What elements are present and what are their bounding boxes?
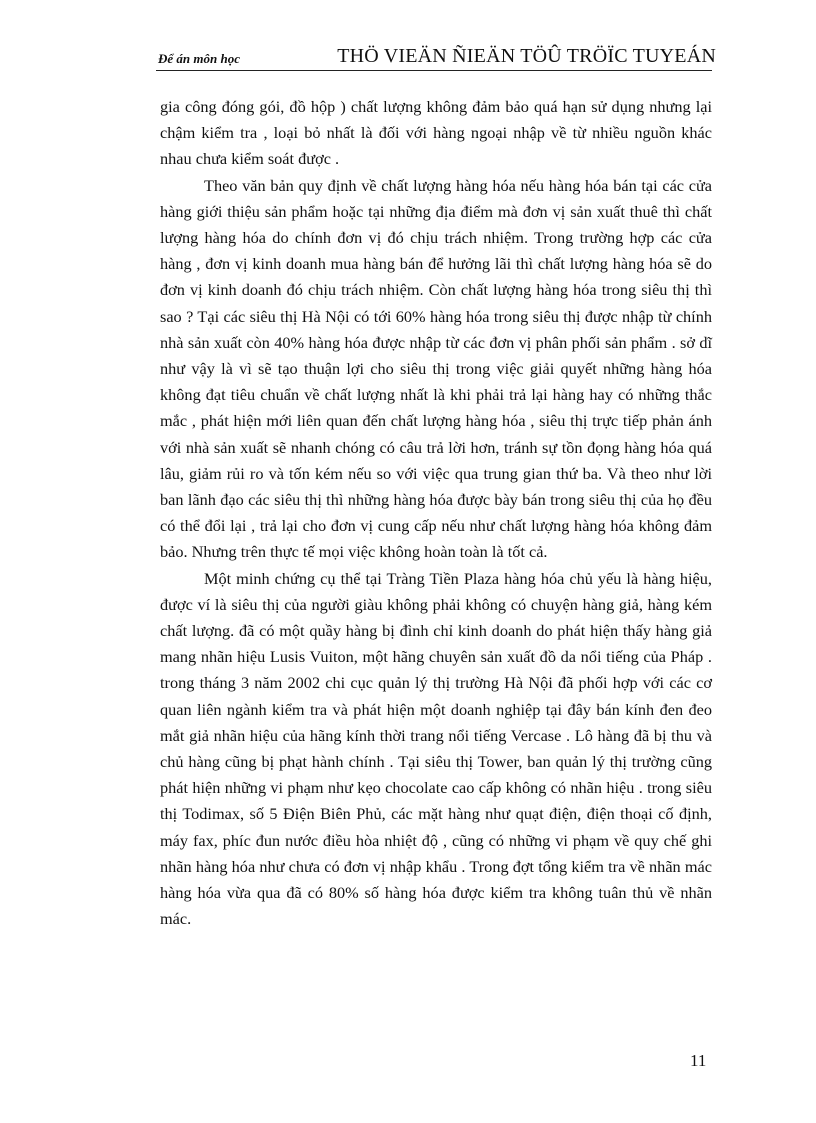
- header-course-title: Để án môn học: [158, 51, 240, 66]
- document-body: [160, 94, 712, 933]
- paragraph-continuation: gia công đóng gói, đồ hộp ) chất lượng không đảm bảo quá hạn sử dụng nhưng lại chậm kiểm tra , loại bỏ nhất là đối với hàng ngoại nhập về từ nhiều nguồn khác nhau chưa kiểm soát được .: [160, 97, 712, 169]
- paragraph-quality-regulation: Theo văn bản quy định về chất lượng hàng hóa nếu hàng hóa bán tại các cửa hàng giới thiệu sản phẩm hoặc tại những địa điểm mà đơn vị sản xuất thuê thì chất lượng hàng hóa do chính đơn vị đó chịu trách nhiệm. Trong trường hợp các cửa hàng , đơn vị kinh doanh mua hàng bán để hưởng lãi thì chất lượng hàng hóa sẽ do đơn vị kinh doanh đó chịu trách nhiệm. Còn chất lượng hàng hóa trong siêu thị thì sao ? Tại các siêu thị Hà Nội có tới 60% hàng hóa trong siêu thị được nhập từ chính nhà sản xuất còn 40% hàng hóa được nhập từ các đơn vị phân phối sản phẩm . sở dĩ như vậy là vì sẽ tạo thuận lợi cho siêu thị trong việc giải quyết những hàng hóa không đạt tiêu chuẩn về chất lượng nhất là khi phải trả lại hàng hay có những thắc mắc , phát hiện mới liên quan đến chất lượng hàng hóa , siêu thị trực tiếp phản ánh với nhà sản xuất sẽ nhanh chóng có câu trả lời hơn, tránh sự tồn đọng hàng hóa quá lâu, giảm rủi ro và tốn kém nếu so với việc qua trung gian thứ ba. Và theo như lời ban lãnh đạo các siêu thị thì những hàng hóa được bày bán trong siêu thị của họ đều có thể đổi lại , trả lại cho đơn vị cung cấp nếu như chất lượng hàng hóa không đảm bảo. Nhưng trên thực tế mọi việc không hoàn toàn là tốt cả.: [160, 175, 712, 562]
- page-header: [156, 34, 716, 71]
- header-library-title: THÖ VIEÄN ÑIEÄN TÖÛ TRÖÏC TUYEÁN: [337, 45, 716, 67]
- page-number: 11: [690, 1051, 707, 1070]
- paragraph-evidence: Một minh chứng cụ thể tại Tràng Tiền Plaza hàng hóa chủ yếu là hàng hiệu, được ví là siêu thị của người giàu không phải không có chuyện hàng giả, hàng kém chất lượng. đã có một quầy hàng bị đình chỉ kinh doanh do phát hiện thấy hàng giả mang nhãn hiệu Lusis Vuiton, một hãng chuyên sản xuất đồ da nổi tiếng của Pháp . trong tháng 3 năm 2002 chi cục quản lý thị trường Hà Nội đã phối hợp với các cơ quan liên ngành kiểm tra và phát hiện một doanh nghiệp tại đây bán kính đen đeo mắt giả nhãn hiệu của hãng kính thời trang nổi tiếng Vercase . Lô hàng đã bị thu và chủ hàng cũng bị phạt hành chính . Tại siêu thị Tower, ban quản lý thị trường cũng phát hiện những vi phạm như kẹo chocolate cao cấp không có nhãn hiệu . trong siêu thị Todimax, số 5 Điện Biên Phủ, các mặt hàng như quạt điện, điện thoại cố định, máy fax, phíc đun nước điều hòa nhiệt độ , cũng có những vi phạm về quy chế ghi nhãn hàng hóa như chưa có đơn vị nhập khẩu . Trong đợt tổng kiểm tra về nhãn mác hàng hóa vừa qua đã có 80% số hàng hóa được kiểm tra không tuân thủ về nhãn mác.: [160, 568, 712, 929]
